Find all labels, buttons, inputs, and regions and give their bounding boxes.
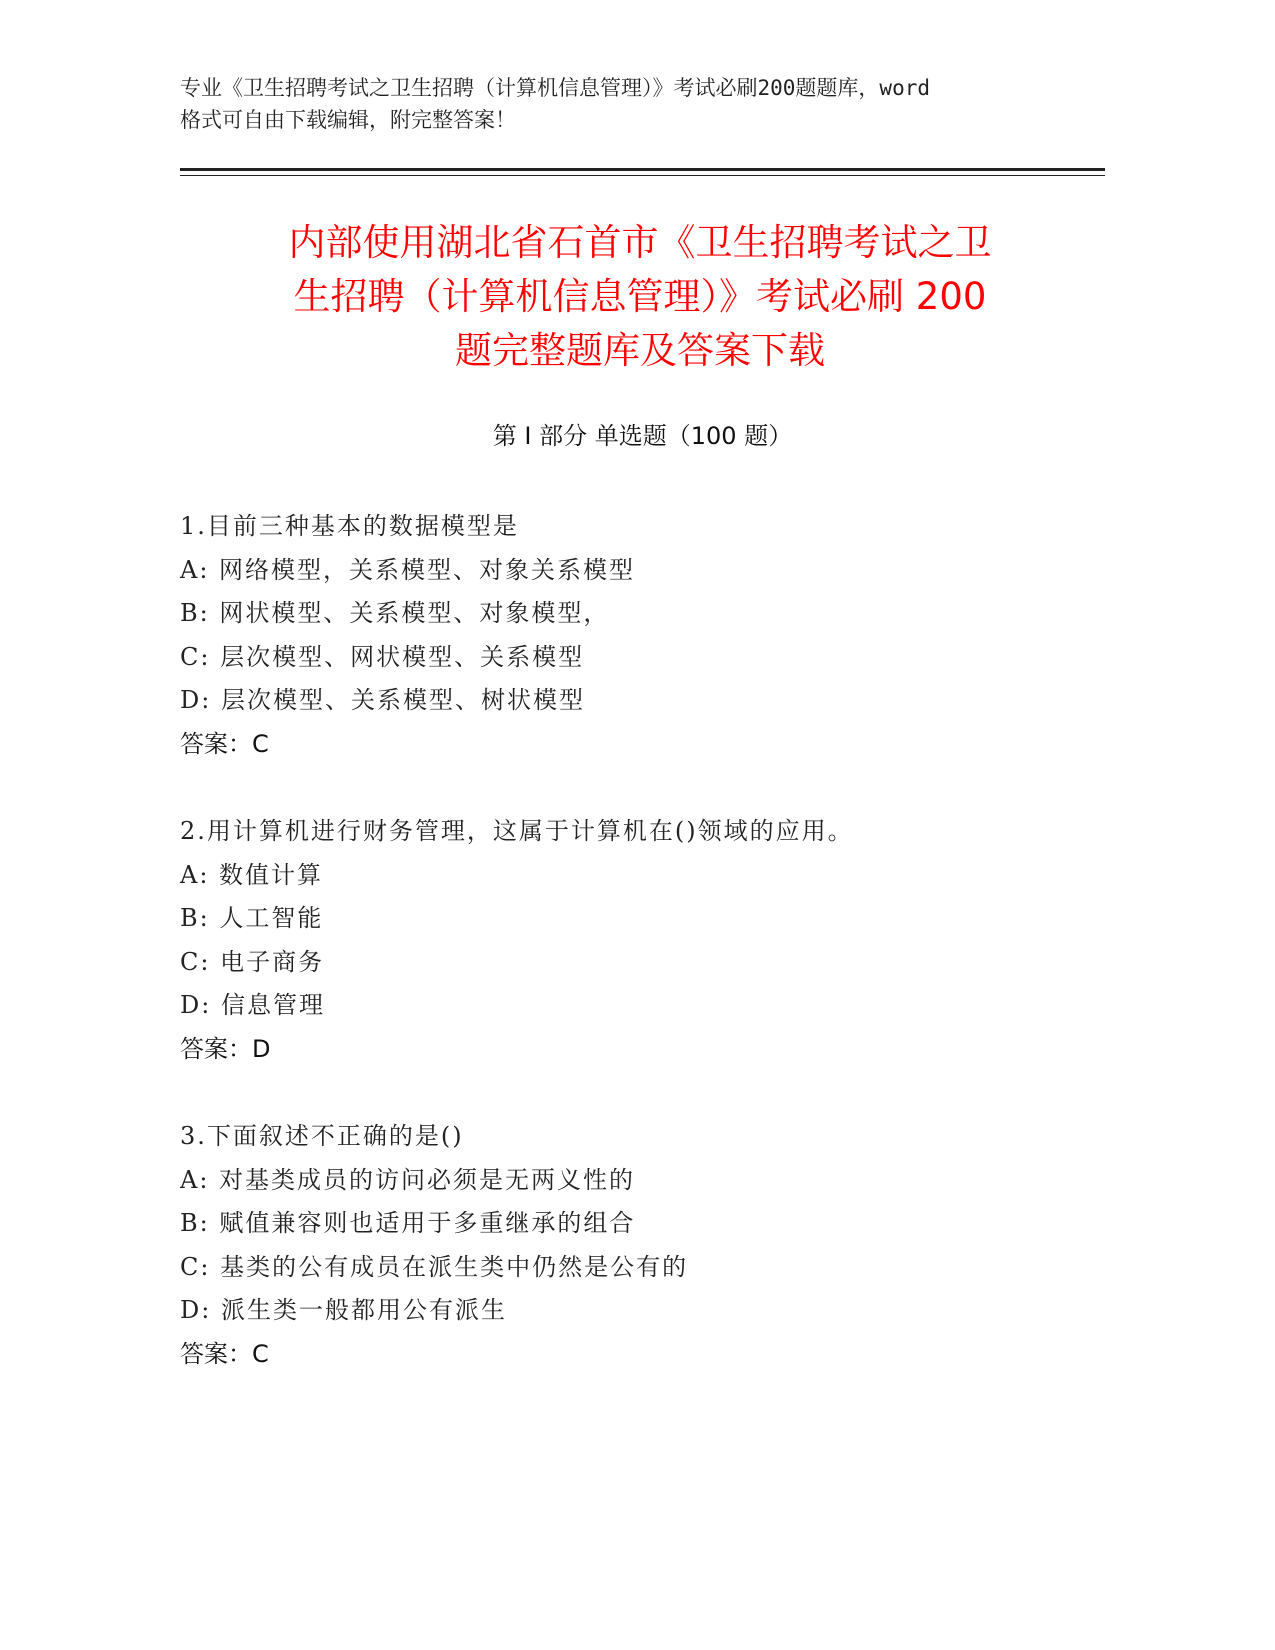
header-note-line-1: 专业《卫生招聘考试之卫生招聘（计算机信息管理）》考试必刷200题题库，word [180, 76, 930, 100]
question-stem: 1.目前三种基本的数据模型是 [180, 512, 519, 540]
option-c: C: 层次模型、网状模型、关系模型 [180, 642, 585, 671]
answer-line: 答案：C [180, 729, 269, 758]
header-note-line-2: 格式可自由下载编辑，附完整答案！ [180, 108, 516, 132]
option-c: C: 基类的公有成员在派生类中仍然是公有的 [180, 1252, 689, 1281]
question-stem: 3.下面叙述不正确的是() [180, 1122, 464, 1150]
question-item [180, 1115, 1105, 1376]
option-c: C: 电子商务 [180, 947, 325, 976]
option-b: B: 人工智能 [180, 904, 324, 932]
answer-line: 答案：C [180, 1339, 269, 1368]
document-title-line-3: 题完整题库及答案下载 [455, 329, 825, 372]
option-a: A: 对基类成员的访问必须是无两义性的 [180, 1165, 636, 1194]
question-item [180, 810, 1105, 1071]
option-b: B: 赋值兼容则也适用于多重继承的组合 [180, 1209, 636, 1237]
option-a: A: 网络模型，关系模型、对象关系模型 [180, 555, 636, 584]
question-list [180, 505, 1105, 1420]
question-stem: 2.用计算机进行财务管理，这属于计算机在()领域的应用。 [180, 817, 854, 845]
option-b: B: 网状模型、关系模型、对象模型， [180, 599, 610, 627]
section-title: 第 I 部分 单选题（100 题） [492, 422, 793, 450]
option-a: A: 数值计算 [180, 860, 324, 889]
option-d: D: 信息管理 [180, 991, 325, 1019]
header-divider-thin [180, 175, 1105, 176]
header-note [180, 72, 1100, 136]
document-title [190, 216, 1090, 378]
answer-line: 答案：D [180, 1034, 271, 1063]
document-title-line-2: 生招聘（计算机信息管理）》考试必刷 200 [293, 275, 987, 318]
document-title-line-1: 内部使用湖北省石首市《卫生招聘考试之卫 [288, 221, 992, 264]
option-d: D: 层次模型、关系模型、树状模型 [180, 686, 585, 714]
option-d: D: 派生类一般都用公有派生 [180, 1296, 507, 1324]
header-divider-thick [180, 168, 1105, 171]
question-item [180, 505, 1105, 766]
